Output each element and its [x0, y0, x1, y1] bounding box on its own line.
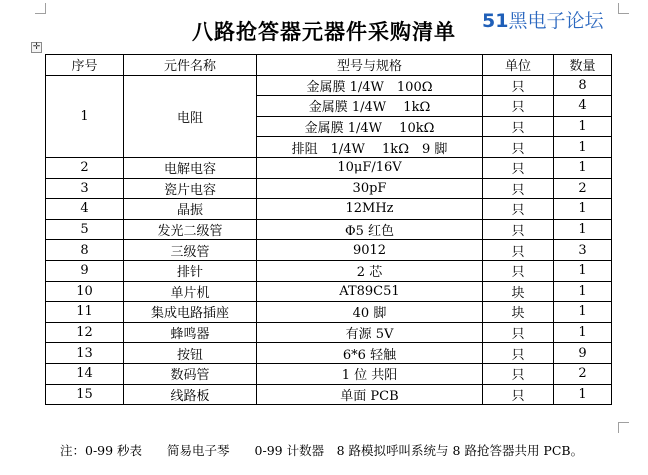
- table-row: [46, 302, 612, 323]
- cell-unit: 只: [483, 384, 554, 405]
- cell-name: 晶振: [124, 199, 257, 220]
- cell-qty: 1: [554, 137, 612, 158]
- table-row: [46, 75, 612, 96]
- footnote: 注：0-99 秒表 简易电子琴 0-99 计数器 8 路模拟呼叫系统与 8 路抢答器共用 PCB。: [60, 443, 584, 458]
- header-qty: 数量: [554, 55, 612, 76]
- header-name: 元件名称: [124, 55, 257, 76]
- cell-name: 蜂鸣器: [124, 322, 257, 343]
- cell-model: 12MHz: [257, 199, 483, 220]
- cell-name: 三级管: [124, 240, 257, 261]
- table-header-row: [46, 55, 612, 76]
- table-row: [46, 384, 612, 405]
- cell-qty: 1: [554, 260, 612, 281]
- cell-seq: 4: [46, 199, 124, 220]
- cell-qty: 1: [554, 281, 612, 302]
- cell-name: 瓷片电容: [124, 178, 257, 199]
- move-cross-icon[interactable]: ✛: [32, 42, 41, 52]
- cell-seq: 5: [46, 219, 124, 240]
- cell-name: 集成电路插座: [124, 302, 257, 323]
- cell-unit: 只: [483, 322, 554, 343]
- cell-qty: 1: [554, 199, 612, 220]
- cell-qty: 1: [554, 384, 612, 405]
- cell-model: 排阻 1/4W 1kΩ 9 脚: [257, 137, 483, 158]
- cell-qty: 2: [554, 363, 612, 384]
- page-corner-mark-bottom-right: [618, 422, 629, 433]
- cell-model: 1 位 共阳: [257, 363, 483, 384]
- watermark-text: 黑电子论坛: [508, 10, 604, 32]
- cell-model: 30pF: [257, 178, 483, 199]
- cell-model: 2 芯: [257, 260, 483, 281]
- cell-seq: 11: [46, 302, 124, 323]
- cell-model: 金属膜 1/4W 10kΩ: [257, 116, 483, 137]
- cell-unit: 只: [483, 178, 554, 199]
- cell-unit: 只: [483, 199, 554, 220]
- cell-seq: 10: [46, 281, 124, 302]
- table-row: [46, 343, 612, 364]
- cell-model: 金属膜 1/4W 1kΩ: [257, 96, 483, 117]
- cell-qty: 1: [554, 116, 612, 137]
- cell-unit: 只: [483, 96, 554, 117]
- cell-seq: 14: [46, 363, 124, 384]
- cell-unit: 只: [483, 363, 554, 384]
- table-row: [46, 178, 612, 199]
- cell-qty: 4: [554, 96, 612, 117]
- cell-qty: 9: [554, 343, 612, 364]
- purchase-table: [45, 54, 612, 405]
- table-row: [46, 363, 612, 384]
- cell-unit: 块: [483, 281, 554, 302]
- page-corner-mark-top-right: [618, 3, 629, 14]
- cell-model: 40 脚: [257, 302, 483, 323]
- cell-unit: 只: [483, 260, 554, 281]
- cell-model: 6*6 轻触: [257, 343, 483, 364]
- cell-model: 金属膜 1/4W 100Ω: [257, 75, 483, 96]
- document-title: 八路抢答器元器件采购清单: [192, 19, 456, 44]
- cell-qty: 1: [554, 322, 612, 343]
- cell-unit: 块: [483, 302, 554, 323]
- cell-unit: 只: [483, 219, 554, 240]
- table-body: [46, 75, 612, 405]
- cell-seq: 2: [46, 157, 124, 178]
- cell-name: 数码管: [124, 363, 257, 384]
- cell-seq: 13: [46, 343, 124, 364]
- cell-model: AT89C51: [257, 281, 483, 302]
- cell-model: Φ5 红色: [257, 219, 483, 240]
- cell-model: 10μF/16V: [257, 157, 483, 178]
- cell-unit: 只: [483, 343, 554, 364]
- cell-qty: 2: [554, 178, 612, 199]
- cell-unit: 只: [483, 157, 554, 178]
- cell-qty: 1: [554, 302, 612, 323]
- cell-name: 线路板: [124, 384, 257, 405]
- cell-seq: 3: [46, 178, 124, 199]
- cell-seq: 1: [46, 75, 124, 157]
- cell-qty: 8: [554, 75, 612, 96]
- cell-unit: 只: [483, 137, 554, 158]
- cell-qty: 1: [554, 157, 612, 178]
- table-row: [46, 260, 612, 281]
- cell-seq: 9: [46, 260, 124, 281]
- cell-model: 9012: [257, 240, 483, 261]
- page-corner-mark-top-left: [35, 3, 46, 14]
- cell-unit: 只: [483, 116, 554, 137]
- cell-seq: 12: [46, 322, 124, 343]
- table-row: [46, 199, 612, 220]
- cell-seq: 15: [46, 384, 124, 405]
- table-row: [46, 240, 612, 261]
- cell-unit: 只: [483, 240, 554, 261]
- cell-seq: 8: [46, 240, 124, 261]
- cell-name: 电阻: [124, 75, 257, 157]
- cell-qty: 3: [554, 240, 612, 261]
- cell-model: 单面 PCB: [257, 384, 483, 405]
- watermark-prefix: 51: [482, 10, 509, 32]
- table-row: [46, 157, 612, 178]
- cell-name: 单片机: [124, 281, 257, 302]
- cell-qty: 1: [554, 219, 612, 240]
- table-row: [46, 281, 612, 302]
- cell-name: 电解电容: [124, 157, 257, 178]
- header-model: 型号与规格: [257, 55, 483, 76]
- table-row: [46, 322, 612, 343]
- cell-name: 按钮: [124, 343, 257, 364]
- header-unit: 单位: [483, 55, 554, 76]
- cell-name: 排针: [124, 260, 257, 281]
- table-row: [46, 219, 612, 240]
- cell-name: 发光二级管: [124, 219, 257, 240]
- cell-unit: 只: [483, 75, 554, 96]
- header-seq: 序号: [46, 55, 124, 76]
- cell-model: 有源 5V: [257, 322, 483, 343]
